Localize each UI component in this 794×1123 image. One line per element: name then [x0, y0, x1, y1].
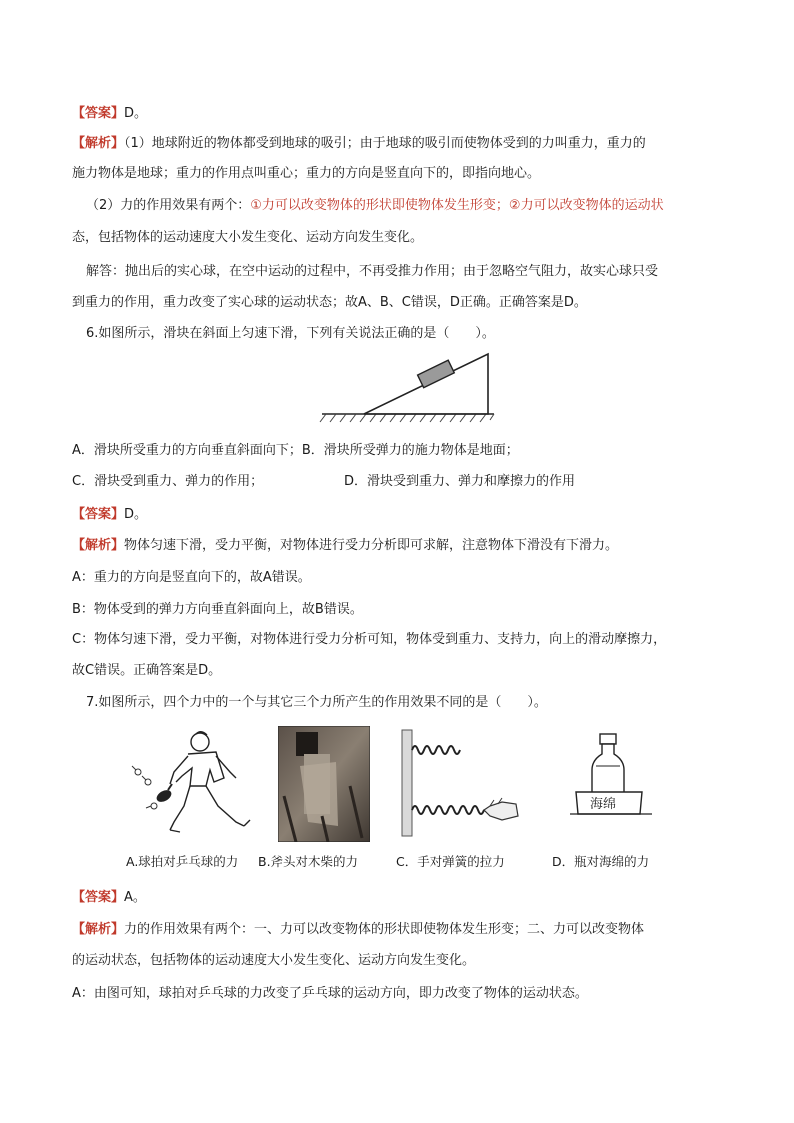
q7-stem: 7.如图所示，四个力中的一个与其它三个力所产生的作用效果不同的是（ ）。 [86, 695, 547, 710]
q7-analysis-line1: 【解析】力的作用效果有两个：一、力可以改变物体的形状即使物体发生形变；二、力可以改变物体 [72, 922, 645, 937]
q5-analysis-line3: （2）力的作用效果有两个：①力可以改变物体的形状即使物体发生形变；②力可以改变物体的运动状 [86, 198, 664, 213]
q7-caption-c: C．手对弹簧的拉力 [396, 854, 505, 869]
q7-caption-a: A.球拍对乒乓球的力 [126, 854, 239, 869]
q6-analysis-c1: C：物体匀速下滑，受力平衡，对物体进行受力分析可知，物体受到重力、支持力，向上的滑动摩擦力， [72, 632, 667, 647]
q6-analysis: 【解析】物体匀速下滑，受力平衡，对物体进行受力分析即可求解，注意物体下滑没有下滑力。 [72, 538, 619, 553]
q7-analysis-a: A：由图可知，球拍对乒乓球的力改变了乒乓球的运动方向，即力改变了物体的运动状态。 [72, 986, 588, 1001]
q6-analysis-a: A：重力的方向是竖直向下的，故A错误。 [72, 570, 311, 585]
q7-caption-d: D．瓶对海绵的力 [552, 854, 650, 869]
spring-top [412, 746, 460, 754]
q6-options-ab: A．滑块所受重力的方向垂直斜面向下；B．滑块所受弹力的施力物体是地面； [72, 443, 519, 458]
q6-option-d: D．滑块受到重力、弹力和摩擦力的作用 [344, 474, 576, 489]
slider-block [418, 360, 455, 387]
bottle-body [592, 744, 624, 794]
pingpong-player-figure [126, 726, 256, 846]
q5-analysis-line1: 【解析】（1）地球附近的物体都受到地球的吸引；由于地球的吸引而使物体受到的力叫重力，重力的 [72, 136, 646, 151]
spring-hand-figure [398, 728, 522, 838]
q7-analysis-line2: 的运动状态，包括物体的运动速度大小发生变化、运动方向发生变化。 [72, 953, 476, 968]
q6-option-c: C．滑块受到重力、弹力的作用； [72, 474, 264, 489]
q6-options-cd [72, 472, 732, 492]
q6-answer: 【答案】D。 [72, 507, 148, 522]
sponge-label: 海绵 [590, 797, 617, 812]
q6-analysis-b: B：物体受到的弹力方向垂直斜面向上，故B错误。 [72, 602, 363, 617]
axe-wood-photo [278, 726, 370, 842]
q6-stem: 6.如图所示，滑块在斜面上匀速下滑，下列有关说法正确的是（ ）。 [86, 326, 495, 341]
incline-slider-figure [318, 352, 498, 428]
ground-hatching [320, 414, 494, 422]
q5-analysis-line2: 施力物体是地球；重力的作用点叫重心；重力的方向是竖直向下的，即指向地心。 [72, 166, 541, 181]
q7-answer: 【答案】A。 [72, 890, 146, 905]
q5-solution-line2: 到重力的作用，重力改变了实心球的运动状态；故A、B、C错误，D正确。正确答案是D。 [72, 295, 587, 310]
bottle-cap [600, 734, 616, 744]
q6-analysis-c2: 故C错误。正确答案是D。 [72, 663, 222, 678]
q5-analysis-line4: 态，包括物体的运动速度大小发生变化、运动方向发生变化。 [72, 230, 424, 245]
q5-answer: 【答案】D。 [72, 106, 148, 121]
bottle-sponge-figure [566, 730, 656, 840]
q7-caption-b: B.斧头对木柴的力 [258, 854, 359, 869]
q5-solution-line1: 解答：抛出后的实心球，在空中运动的过程中，不再受推力作用；由于忽略空气阻力，故实心球只受 [86, 264, 659, 279]
hand-shape [484, 802, 518, 820]
spring-bottom [412, 806, 484, 814]
